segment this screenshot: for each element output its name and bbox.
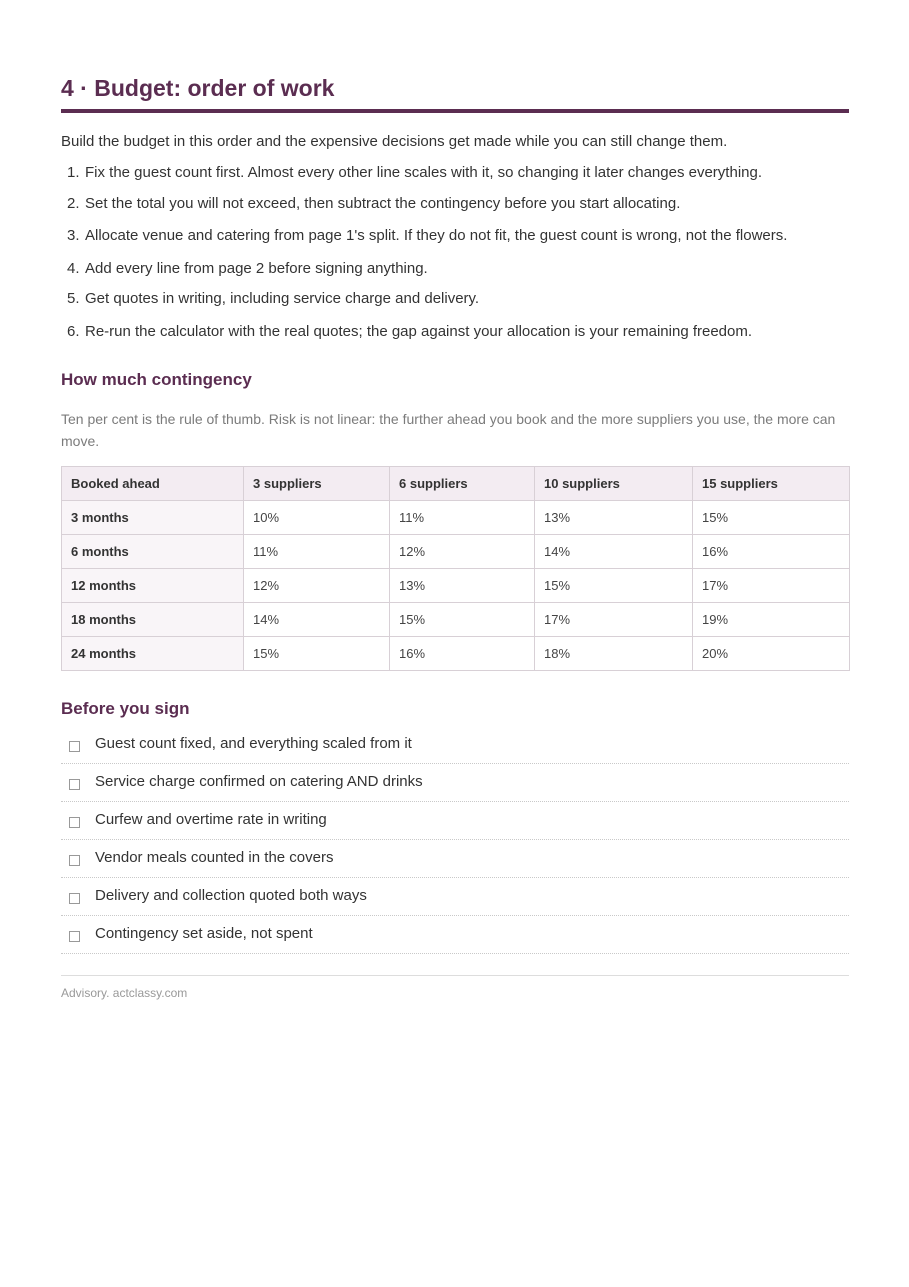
table-row [62,603,850,637]
table-cell: 13% [535,501,693,535]
table-cell: 18% [535,637,693,671]
step-number: 1. [67,164,80,181]
table-cell: 15% [390,603,535,637]
checkbox[interactable] [69,741,80,752]
column-header: 15 suppliers [693,467,850,501]
contingency-note: Ten per cent is the rule of thumb. Risk is not linear: the further ahead you book and the more suppliers you use, the more can move. [61,411,836,449]
checklist-item-label: Contingency set aside, not spent [95,925,313,942]
column-header: 10 suppliers [535,467,693,501]
row-header-cell: 6 months [62,535,244,569]
contingency-table [61,466,850,671]
checkbox[interactable] [69,779,80,790]
table-cell: 10% [244,501,390,535]
checklist-item-label: Vendor meals counted in the covers [95,849,334,866]
step-number: 6. [67,323,80,340]
table-cell: 17% [693,569,850,603]
contingency-heading: How much contingency [61,370,252,389]
row-header-cell: 12 months [62,569,244,603]
page-title: 4 · Budget: order of work [61,0,849,113]
steps-list [61,163,849,342]
checklist-item [61,726,849,764]
table-cell: 15% [535,569,693,603]
checklist-item [61,802,849,840]
checklist-item-label: Delivery and collection quoted both ways [95,887,367,904]
checkbox[interactable] [69,855,80,866]
checklist-item [61,840,849,878]
intro-text: Build the budget in this order and the expensive decisions get made while you can still change them. [61,133,728,150]
table-row [62,637,850,671]
step-text: Get quotes in writing, including service charge and delivery. [85,290,480,307]
step-item [61,259,849,279]
step-text: Re-run the calculator with the real quotes; the gap against your allocation is your remaining freedom. [85,323,753,340]
checklist-item [61,764,849,802]
step-text: Allocate venue and catering from page 1's split. If they do not fit, the guest count is wrong, not the flowers. [85,227,788,244]
table-row [62,569,850,603]
step-text: Fix the guest count first. Almost every other line scales with it, so changing it later changes everything. [85,164,762,181]
step-item [61,163,849,183]
checklist-item-label: Guest count fixed, and everything scaled from it [95,735,412,752]
checklist-item [61,916,849,954]
table-cell: 15% [244,637,390,671]
table-cell: 15% [693,501,850,535]
table-cell: 14% [244,603,390,637]
table-row [62,501,850,535]
table-cell: 16% [390,637,535,671]
table-header-row [62,467,850,501]
step-number: 4. [67,260,80,277]
row-header-cell: 3 months [62,501,244,535]
table-cell: 17% [535,603,693,637]
table-cell: 20% [693,637,850,671]
step-item [61,226,849,246]
step-number: 3. [67,227,80,244]
checklist-item [61,878,849,916]
row-header-cell: 24 months [62,637,244,671]
table-cell: 16% [693,535,850,569]
table-row [62,535,850,569]
step-item [61,194,849,214]
table-cell: 12% [244,569,390,603]
checkbox[interactable] [69,893,80,904]
step-text: Set the total you will not exceed, then subtract the contingency before you start allocating. [85,195,681,212]
table-cell: 14% [535,535,693,569]
checklist [61,726,849,954]
column-header: 3 suppliers [244,467,390,501]
table-cell: 12% [390,535,535,569]
checkbox[interactable] [69,817,80,828]
column-header: Booked ahead [62,467,244,501]
step-number: 2. [67,195,80,212]
table-cell: 13% [390,569,535,603]
table-cell: 19% [693,603,850,637]
table-cell: 11% [390,501,535,535]
step-item [61,322,849,342]
checkbox[interactable] [69,931,80,942]
step-number: 5. [67,290,80,307]
checklist-item-label: Curfew and overtime rate in writing [95,811,327,828]
footer-note: Advisory. actclassy.com [61,975,849,1000]
step-text: Add every line from page 2 before signing anything. [85,260,428,277]
column-header: 6 suppliers [390,467,535,501]
checklist-heading: Before you sign [61,699,190,718]
step-item [61,289,849,309]
checklist-item-label: Service charge confirmed on catering AND drinks [95,773,423,790]
table-cell: 11% [244,535,390,569]
row-header-cell: 18 months [62,603,244,637]
